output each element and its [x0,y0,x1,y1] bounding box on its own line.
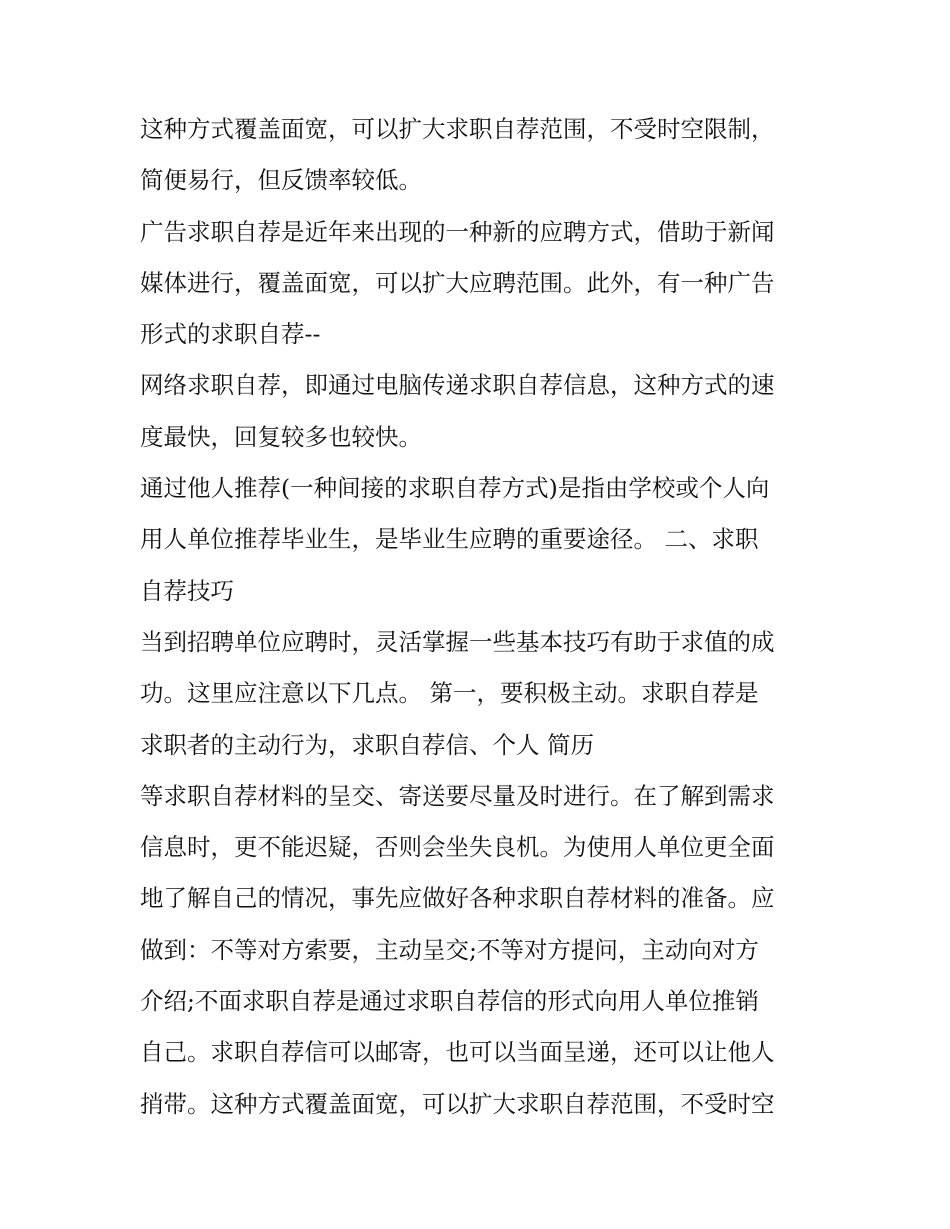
text-line: 当到招聘单位应聘时，灵活掌握一些基本技巧有助于求值的成 [140,627,775,656]
text-line: 求职者的主动行为，求职自荐信、个人 简历 [140,730,594,759]
text-line: 介绍;不面求职自荐是通过求职自荐信的形式向用人单位推销 [140,987,759,1016]
text-line: 自荐技巧 [140,576,234,605]
document-body [140,109,830,1135]
text-line: 捎带。这种方式覆盖面宽，可以扩大求职自荐范围，不受时空 [140,1089,775,1118]
text-line: 媒体进行，覆盖面宽，可以扩大应聘范围。此外，有一种广告 [140,268,775,297]
text-line: 简便易行，但反馈率较低。 [140,166,422,195]
text-line: 度最快，回复较多也较快。 [140,422,422,451]
text-line: 通过他人推荐(一种间接的求职自荐方式)是指由学校或个人向 [140,474,770,503]
text-line: 地了解自己的情况，事先应做好各种求职自荐材料的准备。应 [140,884,775,913]
text-line: 信息时，更不能迟疑，否则会坐失良机。为使用人单位更全面 [140,833,775,862]
text-line: 做到：不等对方索要，主动呈交;不等对方提问，主动向对方 [140,935,759,964]
text-line: 广告求职自荐是近年来出现的一种新的应聘方式，借助于新闻 [140,217,775,246]
text-line: 网络求职自荐，即通过电脑传递求职自荐信息，这种方式的速 [140,371,775,400]
text-line: 形式的求职自荐-- [140,320,321,349]
text-line: 功。这里应注意以下几点。 第一，要积极主动。求职自荐是 [140,679,759,708]
text-line: 自己。求职自荐信可以邮寄，也可以当面呈递，还可以让他人 [140,1038,775,1067]
text-line: 用人单位推荐毕业生，是毕业生应聘的重要途径。 二、求职 [140,525,759,554]
text-line: 等求职自荐材料的呈交、寄送要尽量及时进行。在了解到需求 [140,781,775,810]
text-line: 这种方式覆盖面宽，可以扩大求职自荐范围，不受时空限制， [140,115,775,143]
